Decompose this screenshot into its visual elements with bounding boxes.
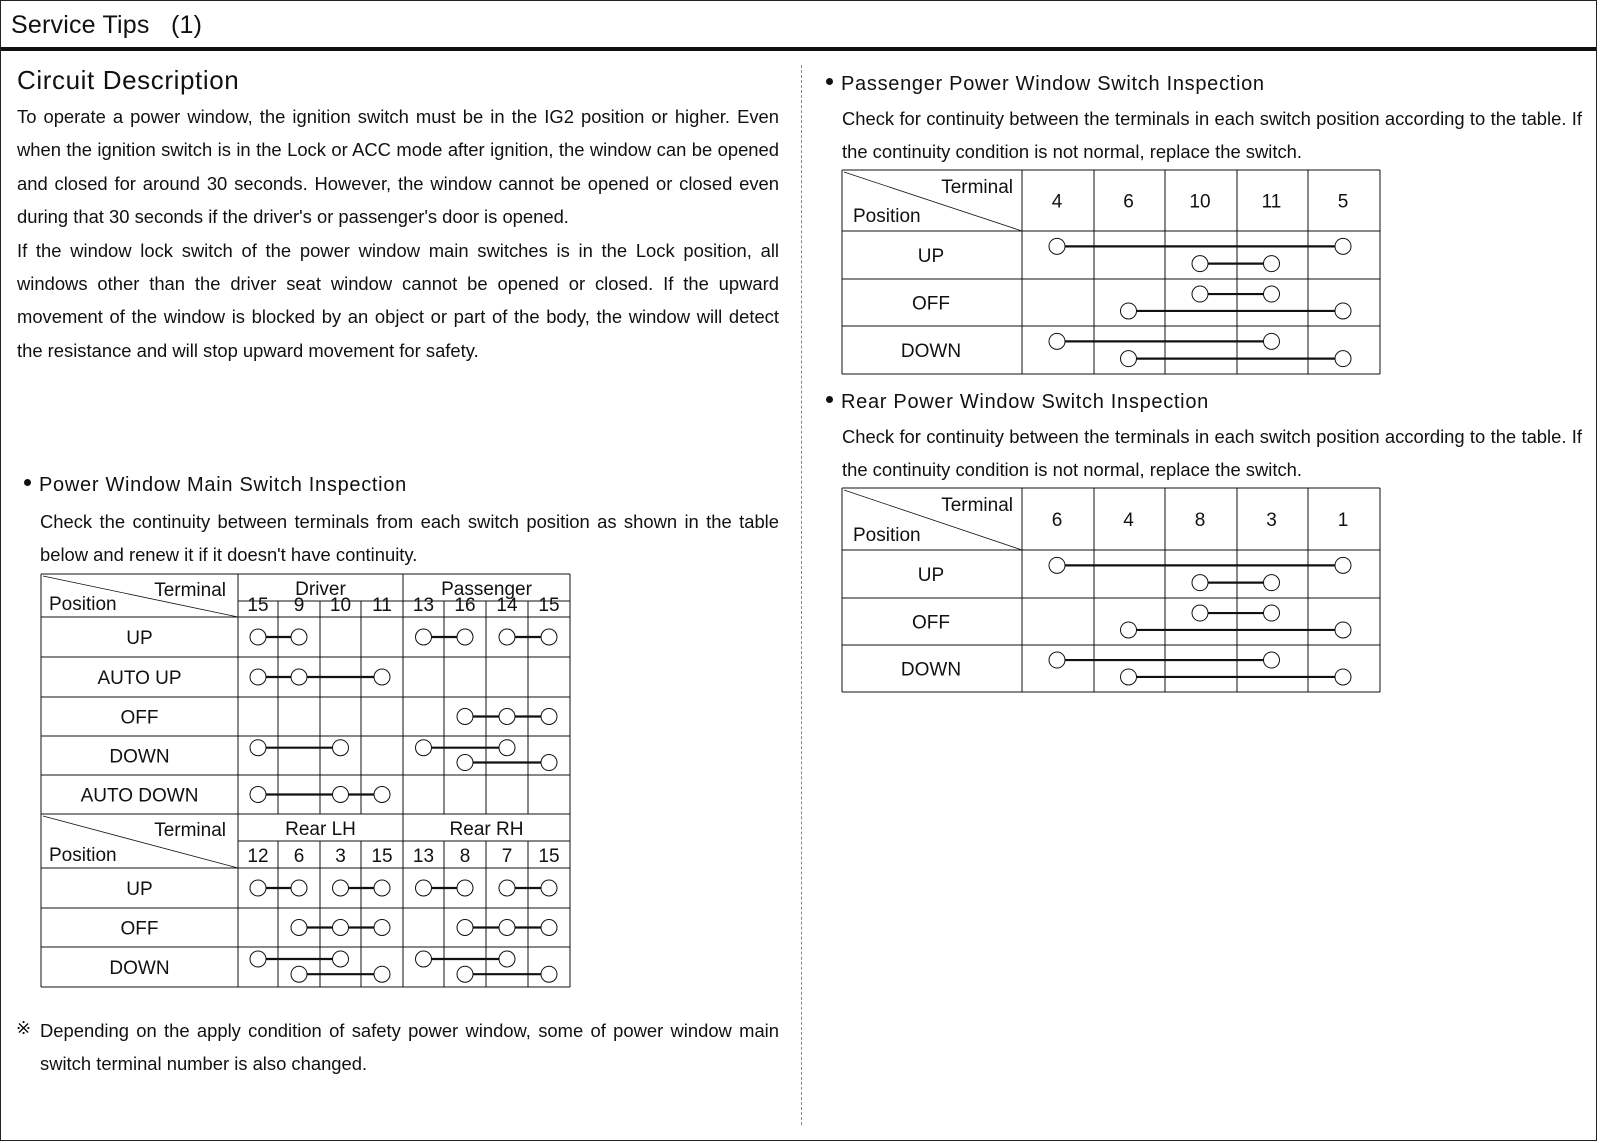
terminal-label: Terminal (154, 580, 226, 601)
page-title: Service Tips (1) (11, 11, 203, 39)
position-label: Position (49, 594, 117, 615)
main-switch-description: Check the continuity between terminals from each switch position as shown in the table below and renew it if it doesn't have continuity. (40, 511, 779, 566)
terminal-number: 15 (538, 595, 560, 616)
terminal-circle-icon (250, 740, 266, 756)
position-name: DOWN (900, 659, 962, 681)
position-name: OFF (912, 293, 950, 315)
terminal-circle-icon (457, 966, 473, 982)
terminal-circle-icon (1264, 605, 1280, 621)
terminal-number: 10 (1189, 191, 1211, 213)
terminal-number: 15 (247, 595, 269, 616)
position-name: DOWN (900, 341, 962, 362)
terminal-circle-icon (1192, 605, 1208, 621)
circuit-paragraph-1: To operate a power window, the ignition switch must be in the IG2 position or higher. Even when the ignition switch is in the Lock or ACC mode after ignition, the window can be opened and closed for around 30 seconds. However, the window cannot be opened or closed even during that 30 seconds if the driver's or passenger's door is opened. (17, 106, 779, 228)
position-name: UP (126, 879, 153, 900)
terminal-number: 11 (372, 595, 392, 616)
terminal-circle-icon (457, 880, 473, 896)
terminal-number: 6 (1123, 191, 1134, 213)
terminal-circle-icon (1335, 557, 1351, 573)
terminal-circle-icon (499, 880, 515, 896)
group-header: Driver (295, 579, 346, 600)
terminal-label: Terminal (941, 495, 1013, 516)
terminal-circle-icon (541, 755, 557, 771)
terminal-number: 8 (459, 846, 471, 867)
position-name: OFF (120, 707, 159, 729)
terminal-number: 8 (1194, 510, 1206, 531)
terminal-number: 14 (496, 595, 518, 616)
position-name: UP (917, 246, 945, 267)
terminal-circle-icon (457, 920, 473, 936)
position-name: UP (917, 565, 945, 586)
terminal-circle-icon (291, 966, 307, 982)
group-header: Rear LH (285, 819, 356, 840)
terminal-circle-icon (499, 951, 515, 967)
terminal-number: 6 (1051, 510, 1063, 531)
terminal-circle-icon (416, 880, 432, 896)
terminal-number: 15 (538, 846, 560, 867)
rear-switch-heading: Rear Power Window Switch Inspection (826, 391, 1209, 414)
rear-switch-continuity-table (1, 1, 1600, 721)
terminal-number: 16 (454, 595, 476, 616)
passenger-switch-description: Check for continuity between the terminals in each switch position according to the table. If the continuity condition is not normal, replace the switch. (842, 108, 1582, 163)
position-name: OFF (912, 612, 950, 634)
terminal-circle-icon (291, 920, 307, 936)
terminal-circle-icon (374, 880, 390, 896)
terminal-circle-icon (1335, 669, 1351, 685)
terminal-number: 13 (412, 846, 435, 867)
position-name: AUTO DOWN (80, 785, 199, 807)
terminal-number: 3 (335, 846, 346, 867)
terminal-circle-icon (333, 740, 349, 756)
terminal-circle-icon (291, 880, 307, 896)
terminal-circle-icon (333, 951, 349, 967)
terminal-circle-icon (499, 740, 515, 756)
terminal-label: Terminal (941, 177, 1013, 198)
terminal-circle-icon (333, 787, 349, 803)
terminal-number: 4 (1051, 191, 1063, 213)
passenger-switch-heading: Passenger Power Window Switch Inspection (826, 73, 1265, 96)
terminal-circle-icon (541, 920, 557, 936)
main-switch-note: Depending on the apply condition of safety power window, some of power window main switch terminal number is also changed. (40, 1020, 779, 1075)
terminal-circle-icon (1049, 652, 1065, 668)
terminal-circle-icon (1121, 622, 1137, 638)
terminal-circle-icon (250, 951, 266, 967)
terminal-circle-icon (416, 951, 432, 967)
terminal-circle-icon (374, 920, 390, 936)
position-name: DOWN (109, 958, 170, 979)
circuit-description-heading: Circuit Description (17, 65, 240, 95)
terminal-circle-icon (250, 787, 266, 803)
position-name: AUTO UP (97, 668, 182, 689)
terminal-circle-icon (1192, 575, 1208, 591)
terminal-circle-icon (541, 880, 557, 896)
terminal-number: 7 (501, 846, 513, 867)
rear-switch-description: Check for continuity between the terminals in each switch position according to the table. If the continuity condition is not normal, replace the switch. (842, 426, 1582, 481)
terminal-number: 11 (1261, 191, 1282, 213)
terminal-circle-icon (250, 880, 266, 896)
terminal-number: 10 (329, 595, 352, 616)
terminal-number: 5 (1337, 191, 1349, 213)
terminal-circle-icon (1264, 575, 1280, 591)
terminal-circle-icon (416, 740, 432, 756)
position-name: UP (126, 628, 153, 649)
position-label: Position (49, 845, 117, 866)
terminal-circle-icon (374, 966, 390, 982)
position-name: OFF (120, 918, 159, 940)
terminal-circle-icon (333, 920, 349, 936)
main-switch-heading: Power Window Main Switch Inspection (24, 474, 407, 497)
terminal-number: 3 (1266, 510, 1277, 531)
terminal-label: Terminal (154, 820, 226, 841)
terminal-circle-icon (374, 787, 390, 803)
terminal-circle-icon (1049, 557, 1065, 573)
terminal-number: 12 (247, 846, 269, 867)
terminal-number: 4 (1123, 510, 1134, 531)
terminal-circle-icon (499, 920, 515, 936)
position-name: DOWN (109, 746, 170, 768)
position-label: Position (853, 525, 921, 546)
terminal-circle-icon (541, 966, 557, 982)
terminal-circle-icon (1264, 652, 1280, 668)
position-label: Position (853, 206, 921, 227)
terminal-circle-icon (1121, 669, 1137, 685)
terminal-number: 15 (371, 846, 393, 867)
terminal-number: 13 (412, 595, 435, 616)
terminal-circle-icon (457, 755, 473, 771)
group-header: Rear RH (449, 819, 524, 840)
terminal-number: 9 (293, 595, 305, 616)
terminal-circle-icon (333, 880, 349, 896)
note-mark-icon: ※ (16, 1018, 32, 1038)
group-header: Passenger (441, 579, 532, 600)
terminal-number: 6 (293, 846, 305, 867)
terminal-number: 1 (1337, 510, 1349, 531)
terminal-circle-icon (1335, 622, 1351, 638)
circuit-paragraph-2: If the window lock switch of the power window main switches is in the Lock position, all windows other than the driver seat window cannot be opened or closed. If the upward movement of the window is blocked by an object or part of the body, the window will detect the resistance and will stop upward movement for safety. (17, 239, 779, 361)
